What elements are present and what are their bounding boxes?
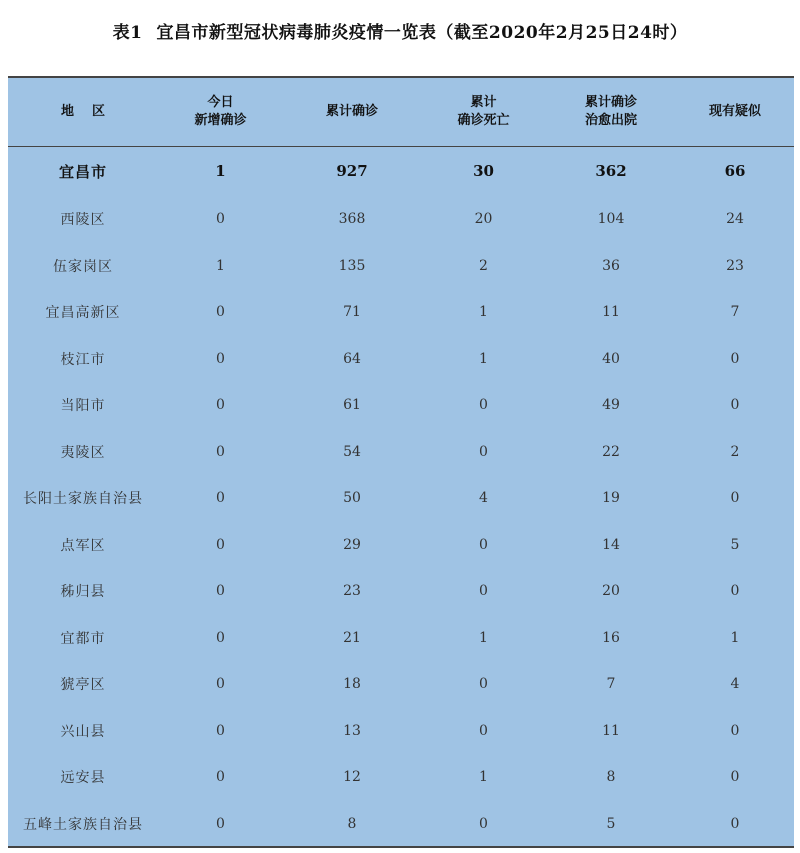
cell-suspected: 7 xyxy=(730,304,740,321)
cell-total-recovered: 7 xyxy=(606,676,616,693)
cell-total-deaths: 2 xyxy=(479,257,488,274)
table-row xyxy=(8,243,794,290)
cell-total-deaths: 0 xyxy=(479,815,488,832)
header-total-deaths: 累计 确诊死亡 xyxy=(457,95,510,128)
cell-total-confirmed: 12 xyxy=(343,769,361,786)
cell-total-confirmed: 71 xyxy=(343,304,361,321)
cell-suspected: 24 xyxy=(726,211,744,228)
cell-region: 宜都市 xyxy=(60,630,106,647)
cell-new-confirmed: 0 xyxy=(216,304,225,321)
cell-total-recovered: 16 xyxy=(602,629,620,646)
table-row xyxy=(8,429,794,476)
table-row xyxy=(8,196,794,243)
header-suspected: 现有疑似 xyxy=(708,104,761,119)
cell-suspected: 66 xyxy=(724,162,746,180)
table-header xyxy=(8,78,794,147)
header-total-recovered: 累计确诊 治愈出院 xyxy=(584,95,637,128)
table-row xyxy=(8,475,794,522)
cell-total-confirmed: 29 xyxy=(343,536,361,553)
cell-total-recovered: 5 xyxy=(606,815,616,832)
cell-total-recovered: 14 xyxy=(602,536,620,553)
cell-new-confirmed: 0 xyxy=(216,676,225,693)
cell-total-confirmed: 13 xyxy=(343,722,361,739)
table-row xyxy=(8,615,794,662)
table-row xyxy=(8,382,794,429)
cell-total-deaths: 1 xyxy=(479,629,488,646)
cell-region: 枝江市 xyxy=(60,351,106,368)
cell-total-deaths: 1 xyxy=(479,769,488,786)
cell-total-confirmed: 927 xyxy=(336,162,368,180)
cell-region: 当阳市 xyxy=(60,398,106,415)
cell-region: 夷陵区 xyxy=(60,444,106,461)
cell-suspected: 23 xyxy=(726,257,744,274)
cell-total-confirmed: 8 xyxy=(347,815,357,832)
table-row xyxy=(8,754,794,801)
cell-total-confirmed: 61 xyxy=(343,397,361,414)
cell-new-confirmed: 0 xyxy=(216,397,225,414)
cell-suspected: 0 xyxy=(730,490,740,507)
cell-suspected: 0 xyxy=(730,350,740,367)
cell-suspected: 2 xyxy=(730,443,740,460)
cell-region: 长阳土家族自治县 xyxy=(23,491,143,508)
table-body xyxy=(8,146,794,847)
table-row-total xyxy=(8,146,794,196)
cell-region: 点军区 xyxy=(60,537,106,554)
header-total-confirmed: 累计确诊 xyxy=(325,104,378,119)
table-number: 表1 xyxy=(112,23,143,43)
cell-region: 西陵区 xyxy=(60,212,106,229)
epidemic-table xyxy=(8,76,794,848)
table-row xyxy=(8,568,794,615)
cell-suspected: 5 xyxy=(730,536,740,553)
cell-total-recovered: 20 xyxy=(602,583,620,600)
cell-region: 宜昌高新区 xyxy=(45,305,121,322)
cell-region: 兴山县 xyxy=(60,723,106,740)
table-row xyxy=(8,522,794,569)
cell-region: 伍家岗区 xyxy=(53,258,113,275)
cell-region: 宜昌市 xyxy=(58,162,107,181)
cell-total-confirmed: 54 xyxy=(343,443,361,460)
cell-new-confirmed: 0 xyxy=(216,211,225,228)
cell-new-confirmed: 0 xyxy=(216,769,225,786)
table-row xyxy=(8,801,794,848)
table-row xyxy=(8,336,794,383)
cell-region: 秭归县 xyxy=(60,584,106,601)
cell-total-recovered: 362 xyxy=(595,162,627,180)
cell-total-confirmed: 23 xyxy=(343,583,361,600)
cell-total-deaths: 1 xyxy=(479,350,488,367)
cell-suspected: 4 xyxy=(730,676,740,693)
cell-new-confirmed: 0 xyxy=(216,815,225,832)
cell-total-recovered: 19 xyxy=(602,490,620,507)
cell-new-confirmed: 1 xyxy=(215,162,226,180)
cell-new-confirmed: 0 xyxy=(216,490,225,507)
cell-region: 五峰土家族自治县 xyxy=(23,816,143,833)
table-row xyxy=(8,661,794,708)
cell-total-deaths: 4 xyxy=(479,490,488,507)
cell-new-confirmed: 0 xyxy=(216,629,225,646)
cell-region: 远安县 xyxy=(60,770,106,787)
cell-suspected: 0 xyxy=(730,722,740,739)
table-row xyxy=(8,708,794,755)
header-region: 地区 xyxy=(60,104,123,119)
cell-new-confirmed: 0 xyxy=(216,722,225,739)
table-caption: 宜昌市新型冠状病毒肺炎疫情一览表（截至2020年2月25日24时） xyxy=(156,23,688,43)
cell-total-confirmed: 18 xyxy=(343,676,361,693)
cell-new-confirmed: 0 xyxy=(216,350,225,367)
cell-total-recovered: 36 xyxy=(602,257,620,274)
cell-suspected: 0 xyxy=(730,815,740,832)
cell-total-confirmed: 64 xyxy=(343,350,361,367)
cell-new-confirmed: 0 xyxy=(216,536,225,553)
cell-total-confirmed: 21 xyxy=(343,629,361,646)
cell-total-recovered: 11 xyxy=(602,722,620,739)
cell-total-deaths: 0 xyxy=(479,397,488,414)
header-new-confirmed: 今日 新增确诊 xyxy=(194,95,247,128)
cell-total-deaths: 0 xyxy=(479,583,488,600)
cell-total-deaths: 0 xyxy=(479,536,488,553)
cell-total-recovered: 8 xyxy=(606,769,616,786)
cell-total-recovered: 40 xyxy=(602,350,620,367)
cell-new-confirmed: 1 xyxy=(216,257,225,274)
cell-total-recovered: 22 xyxy=(602,443,620,460)
cell-suspected: 1 xyxy=(730,629,740,646)
cell-suspected: 0 xyxy=(730,397,740,414)
cell-total-confirmed: 50 xyxy=(343,490,361,507)
cell-suspected: 0 xyxy=(730,769,740,786)
cell-suspected: 0 xyxy=(730,583,740,600)
cell-total-deaths: 0 xyxy=(479,443,488,460)
table-title xyxy=(0,18,800,43)
cell-total-deaths: 0 xyxy=(479,676,488,693)
cell-total-deaths: 1 xyxy=(479,304,488,321)
cell-total-confirmed: 368 xyxy=(338,211,366,228)
cell-new-confirmed: 0 xyxy=(216,583,225,600)
cell-new-confirmed: 0 xyxy=(216,443,225,460)
cell-total-recovered: 104 xyxy=(597,211,625,228)
cell-region: 猇亭区 xyxy=(60,677,106,694)
cell-total-deaths: 30 xyxy=(473,162,494,180)
table-row xyxy=(8,289,794,336)
cell-total-recovered: 49 xyxy=(602,397,620,414)
cell-total-deaths: 20 xyxy=(474,211,493,228)
cell-total-recovered: 11 xyxy=(602,304,620,321)
cell-total-confirmed: 135 xyxy=(338,257,366,274)
cell-total-deaths: 0 xyxy=(479,722,488,739)
